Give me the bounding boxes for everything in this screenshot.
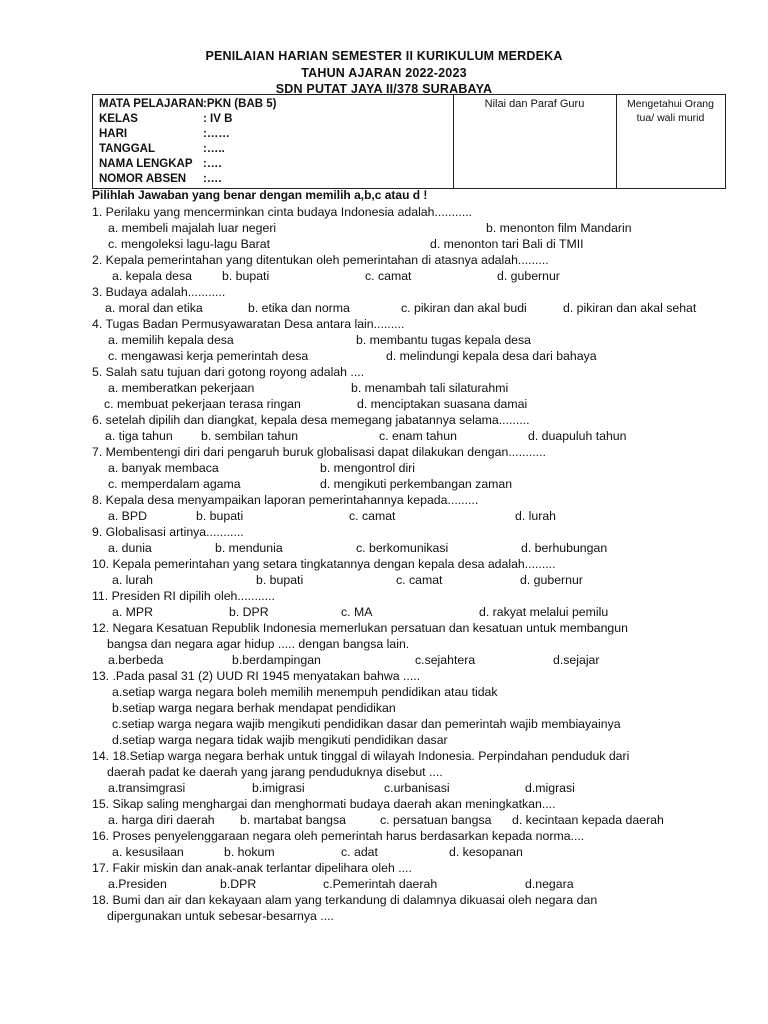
option-b: b. etika dan norma bbox=[248, 301, 350, 315]
question-text: 11. Presiden RI dipilih oleh........... bbox=[92, 589, 275, 603]
option-a: a.setiap warga negara boleh memilih menempuh pendidikan atau tidak bbox=[112, 685, 498, 699]
option-d: d. kesopanan bbox=[449, 845, 523, 859]
question-text: 1. Perilaku yang mencerminkan cinta budaya Indonesia adalah........... bbox=[92, 205, 473, 219]
question-text: 3. Budaya adalah........... bbox=[92, 285, 226, 299]
option-d: d.migrasi bbox=[525, 781, 575, 795]
question-text-continued: daerah padat ke daerah yang jarang penduduknya disebut .... bbox=[107, 765, 443, 779]
option-b: b. bupati bbox=[256, 573, 304, 587]
option-a: a. lurah bbox=[112, 573, 154, 587]
option-c: c. berkomunikasi bbox=[356, 541, 449, 555]
header-school-year: TAHUN AJARAN 2022-2023 bbox=[301, 65, 467, 80]
question-text: 5. Salah satu tujuan dari gotong royong adalah .... bbox=[92, 365, 365, 379]
option-a: a. memilih kepala desa bbox=[108, 333, 234, 347]
option-b: b. DPR bbox=[229, 605, 269, 619]
option-d: d.setiap warga negara tidak wajib mengikuti pendidikan dasar bbox=[112, 733, 448, 747]
option-d: d. berhubungan bbox=[521, 541, 608, 555]
option-c: c. pikiran dan akal budi bbox=[401, 301, 527, 315]
info-row-absence-number: NOMOR ABSEN :…. bbox=[99, 173, 222, 185]
grade-signature-cell bbox=[453, 95, 617, 188]
option-d: d. kecintaan kepada daerah bbox=[512, 813, 664, 827]
option-c: c. persatuan bangsa bbox=[380, 813, 492, 827]
option-c: c. mengoleksi lagu-lagu Barat bbox=[108, 237, 270, 251]
question-text: 2. Kepala pemerintahan yang ditentukan oleh pemerintahan di atasnya adalah......... bbox=[92, 253, 549, 267]
option-c: c. MA bbox=[341, 605, 373, 619]
question-text: 8. Kepala desa menyampaikan laporan pemerintahannya kepada......... bbox=[92, 493, 479, 507]
info-row-date: TANGGAL :….. bbox=[99, 143, 225, 155]
option-c: c. memperdalam agama bbox=[108, 477, 241, 491]
option-b: b. bupati bbox=[222, 269, 270, 283]
option-d: d. duapuluh tahun bbox=[528, 429, 627, 443]
option-a: a.berbeda bbox=[108, 653, 164, 667]
option-c: c. camat bbox=[365, 269, 412, 283]
info-row-day: HARI :…… bbox=[99, 128, 230, 140]
question-text: 6. setelah dipilih dan diangkat, kepala desa memegang jabatannya selama......... bbox=[92, 413, 530, 427]
instruction-text: Pilihlah Jawaban yang benar dengan memilih a,b,c atau d ! bbox=[92, 188, 428, 202]
option-d: d. pikiran dan akal sehat bbox=[563, 301, 697, 315]
option-a: a. tiga tahun bbox=[105, 429, 173, 443]
option-c: c. camat bbox=[396, 573, 443, 587]
info-row-class: KELAS : IV B bbox=[99, 113, 233, 125]
option-a: a. moral dan etika bbox=[105, 301, 203, 315]
option-a: a. BPD bbox=[108, 509, 147, 523]
option-d: d. menonton tari Bali di TMII bbox=[430, 237, 584, 251]
option-a: a. harga diri daerah bbox=[108, 813, 215, 827]
option-b: b. membantu tugas kepala desa bbox=[356, 333, 532, 347]
question-text: 10. Kepala pemerintahan yang setara tingkatannya dengan kepala desa adalah......... bbox=[92, 557, 556, 571]
option-a: a. kepala desa bbox=[112, 269, 192, 283]
parent-signature-cell bbox=[616, 95, 725, 188]
option-b: b. mendunia bbox=[215, 541, 283, 555]
option-c: c.urbanisasi bbox=[384, 781, 450, 795]
option-c: c. adat bbox=[341, 845, 378, 859]
option-d: d. rakyat melalui pemilu bbox=[479, 605, 609, 619]
question-text: 17. Fakir miskin dan anak-anak terlantar dipelihara oleh .... bbox=[92, 861, 412, 875]
question-text: 4. Tugas Badan Permusyawaratan Desa antara lain......... bbox=[92, 317, 405, 331]
option-c: c.Pemerintah daerah bbox=[323, 877, 438, 891]
option-b: b. hokum bbox=[224, 845, 275, 859]
option-d: d. gubernur bbox=[520, 573, 583, 587]
question-text: 16. Proses penyelenggaraan negara oleh pemerintah harus berdasarkan kepada norma.... bbox=[92, 829, 585, 843]
option-b: b. menambah tali silaturahmi bbox=[351, 381, 509, 395]
question-text: 14. 18.Setiap warga negara berhak untuk tinggal di wilayah Indonesia. Perpindahan penduduk dari bbox=[92, 749, 630, 763]
option-d: d. mengikuti perkembangan zaman bbox=[320, 477, 513, 491]
option-d: d. menciptakan suasana damai bbox=[357, 397, 528, 411]
option-b: b.DPR bbox=[220, 877, 257, 891]
option-d: d.sejajar bbox=[553, 653, 600, 667]
option-c: c.sejahtera bbox=[415, 653, 476, 667]
grade-label: Nilai dan Paraf Guru bbox=[484, 98, 585, 110]
option-a: a. kesusilaan bbox=[112, 845, 184, 859]
option-d: d. gubernur bbox=[497, 269, 560, 283]
question-text: 13. .Pada pasal 31 (2) UUD RI 1945 menyatakan bahwa ..... bbox=[92, 669, 421, 683]
header-title: PENILAIAN HARIAN SEMESTER II KURIKULUM MERDEKA bbox=[205, 49, 563, 63]
parent-label: Mengetahui Orang tua/ wali murid bbox=[627, 98, 714, 124]
option-a: a. dunia bbox=[108, 541, 152, 555]
option-b: b.setiap warga negara berhak mendapat pendidikan bbox=[112, 701, 396, 715]
option-b: b.berdampingan bbox=[232, 653, 321, 667]
question-text: 12. Negara Kesatuan Republik Indonesia memerlukan persatuan dan kesatuan untuk membangun bbox=[92, 621, 628, 635]
option-a: a. membeli majalah luar negeri bbox=[108, 221, 277, 235]
option-d: d.negara bbox=[525, 877, 574, 891]
question-text: 9. Globalisasi artinya........... bbox=[92, 525, 244, 539]
question-text: 15. Sikap saling menghargai dan menghormati budaya daerah akan meningkatkan.... bbox=[92, 797, 556, 811]
question-text-continued: dipergunakan untuk sebesar-besarnya .... bbox=[107, 909, 334, 923]
option-a: a. MPR bbox=[112, 605, 153, 619]
student-info-table bbox=[92, 94, 726, 189]
option-b: b. mengontrol diri bbox=[320, 461, 416, 475]
option-b: b.imigrasi bbox=[252, 781, 305, 795]
option-b: b. sembilan tahun bbox=[201, 429, 299, 443]
question-text-continued: bangsa dan negara agar hidup ..... dengan bangsa lain. bbox=[107, 637, 410, 651]
info-row-subject: MATA PELAJARAN:PKN (BAB 5) bbox=[99, 98, 277, 110]
option-c: c. enam tahun bbox=[379, 429, 457, 443]
student-details-cell bbox=[93, 95, 454, 188]
option-b: b. menonton film Mandarin bbox=[486, 221, 632, 235]
question-text: 7. Membentengi diri dari pengaruh buruk globalisasi dapat dilakukan dengan........... bbox=[92, 445, 546, 459]
document-header bbox=[0, 48, 768, 98]
option-d: d. melindungi kepala desa dari bahaya bbox=[386, 349, 597, 363]
question-text: 18. Bumi dan air dan kekayaan alam yang terkandung di dalamnya dikuasai oleh negara dan bbox=[92, 893, 598, 907]
info-row-full-name: NAMA LENGKAP :…. bbox=[99, 158, 222, 170]
option-c: c. camat bbox=[349, 509, 396, 523]
option-b: b. martabat bangsa bbox=[240, 813, 346, 827]
option-d: d. lurah bbox=[515, 509, 557, 523]
option-c: c. mengawasi kerja pemerintah desa bbox=[108, 349, 309, 363]
option-c: c. membuat pekerjaan terasa ringan bbox=[104, 397, 301, 411]
option-a: a. banyak membaca bbox=[108, 461, 219, 475]
option-b: b. bupati bbox=[196, 509, 244, 523]
header-school-name: SDN PUTAT JAYA II/378 SURABAYA bbox=[275, 82, 493, 96]
option-a: a.Presiden bbox=[108, 877, 167, 891]
option-a: a.transimgrasi bbox=[108, 781, 186, 795]
option-c: c.setiap warga negara wajib mengikuti pendidikan dasar dan pemerintah wajib membiayainya bbox=[112, 717, 621, 731]
option-a: a. memberatkan pekerjaan bbox=[108, 381, 255, 395]
